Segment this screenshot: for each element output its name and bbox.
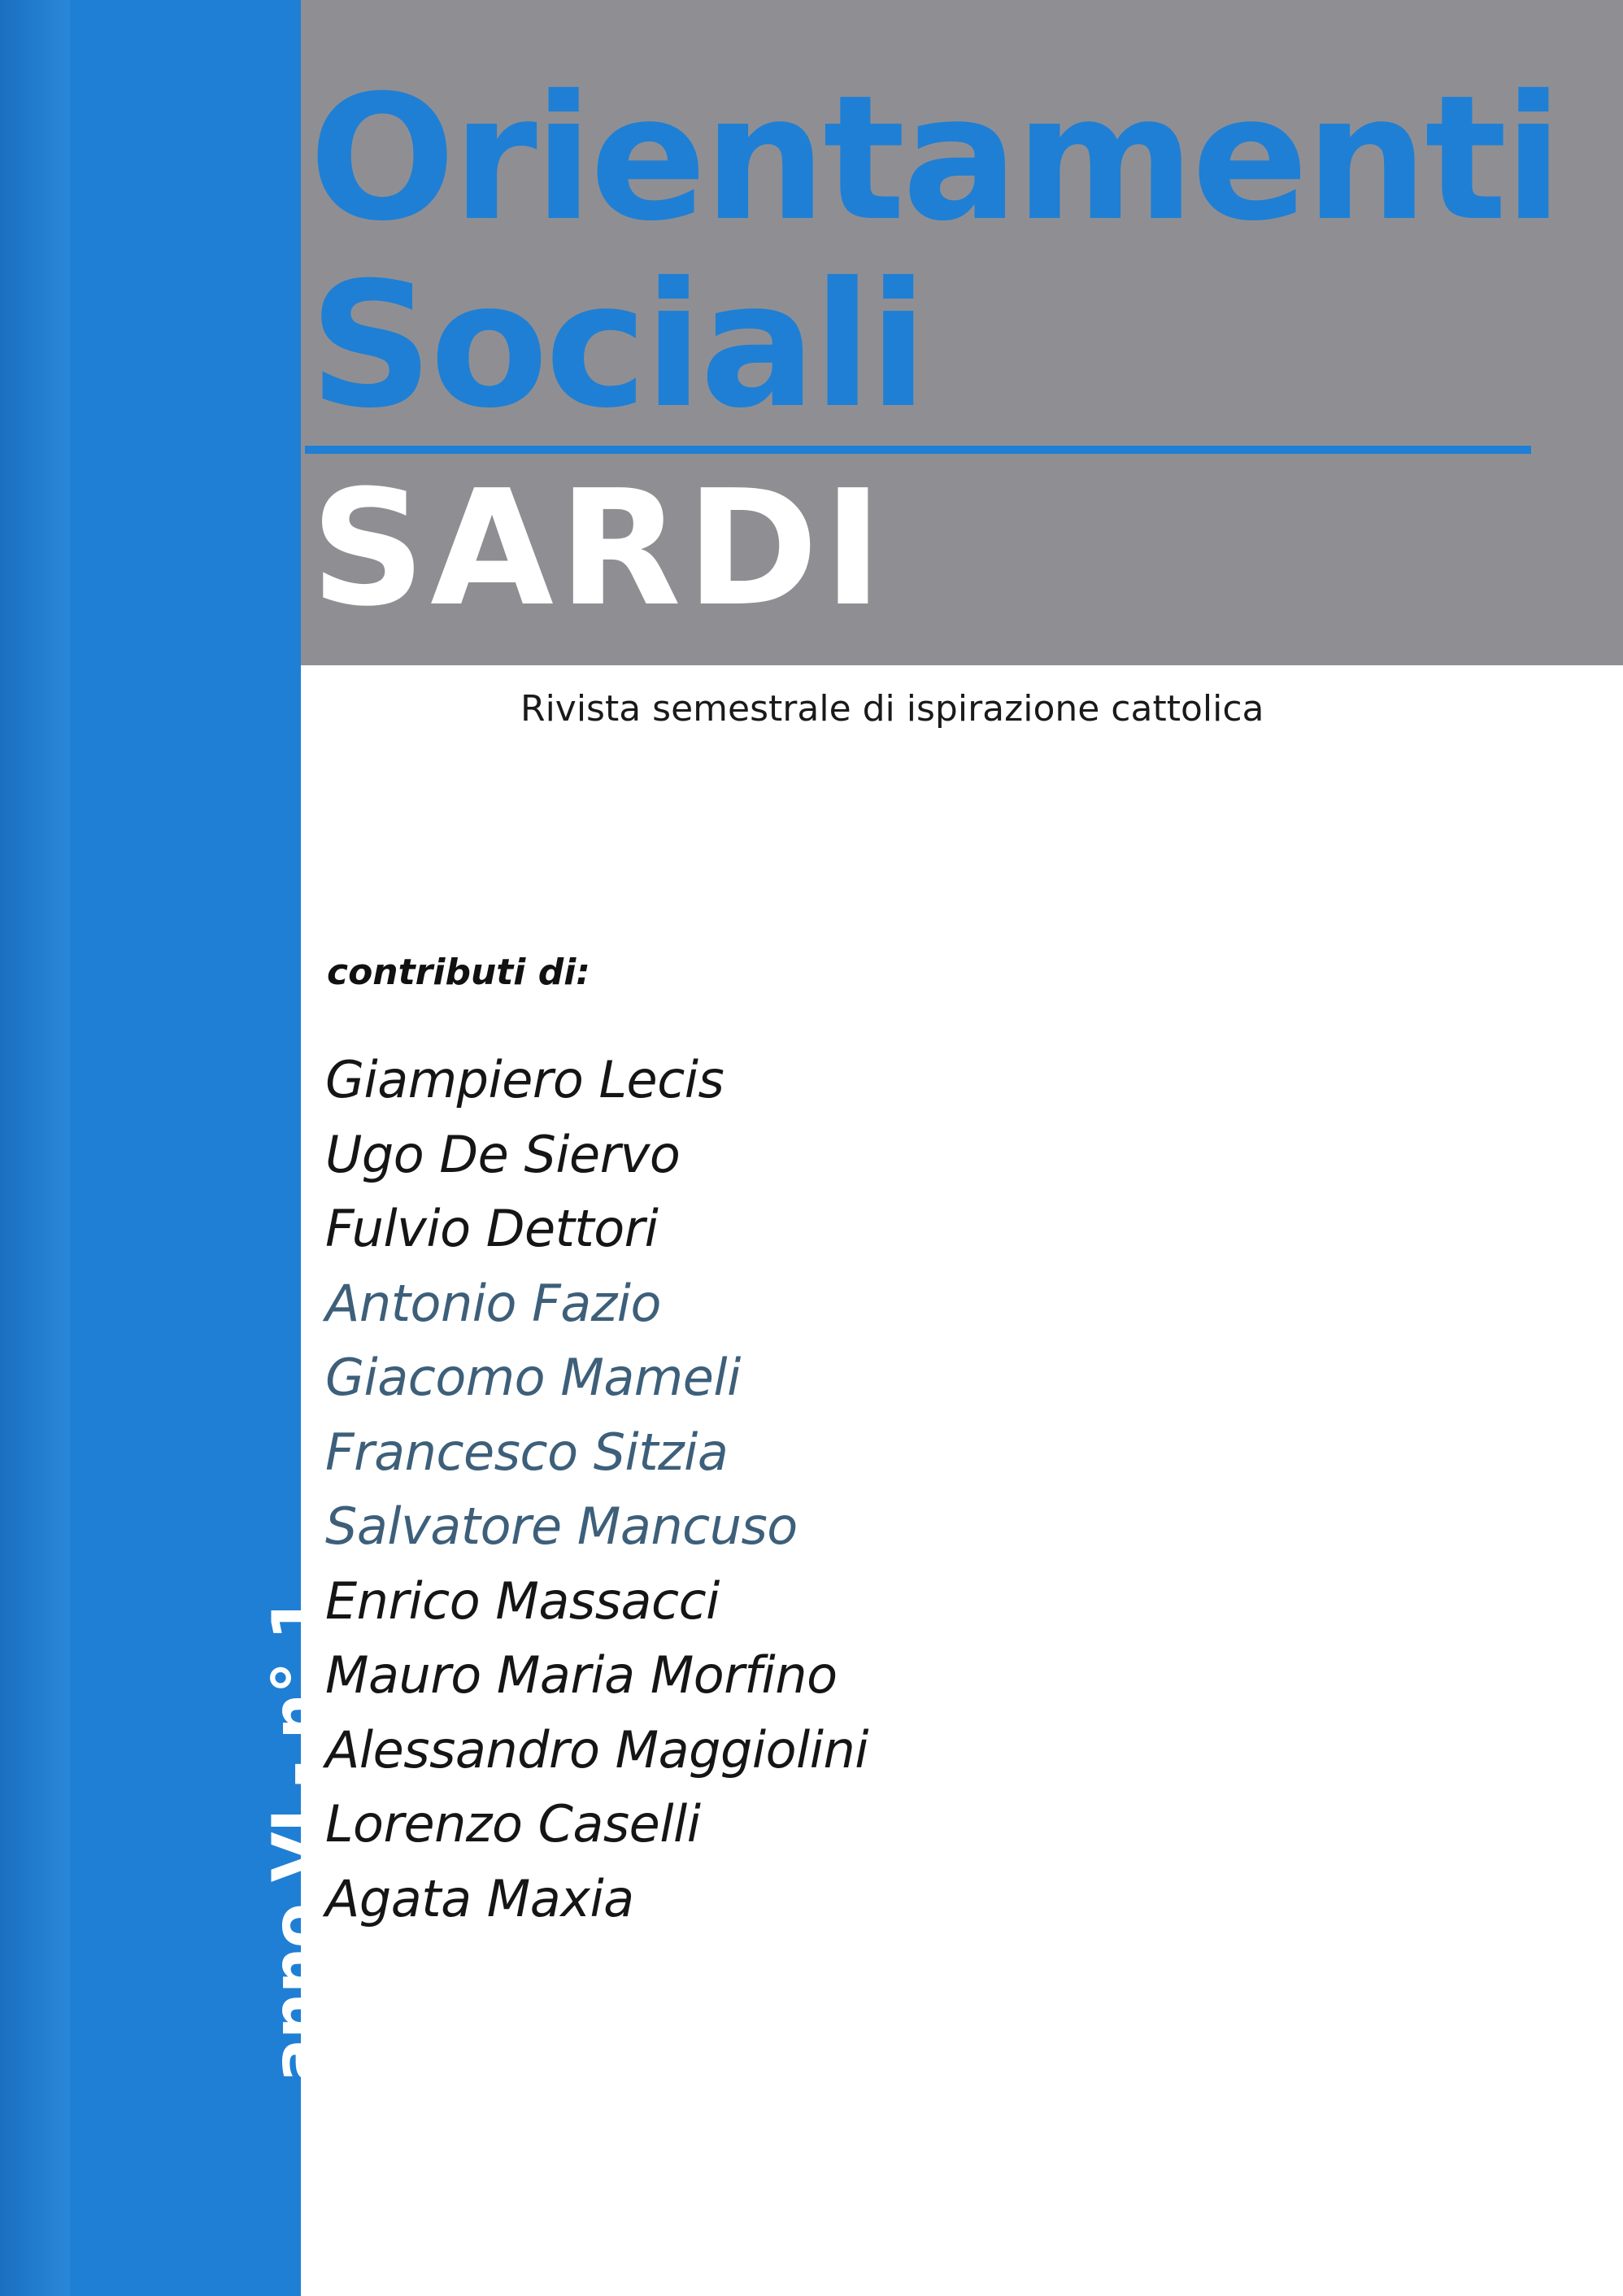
author-name: Giacomo Mameli [325, 1348, 741, 1407]
author-name: Antonio Fazio [325, 1273, 661, 1333]
author-name: Alessandro Maggiolini [325, 1719, 868, 1780]
title-sardi: SARDI [311, 456, 888, 642]
author-name: Lorenzo Caselli [325, 1794, 701, 1854]
title-sociali: Sociali [309, 245, 925, 446]
title-divider [305, 446, 1531, 454]
contributors-label: contributi di: [327, 952, 590, 993]
author-name: Francesco Sitzia [325, 1422, 729, 1482]
postal-notice: Spedizione in abbonamento postale art. 2 comma 20/c Legge 662/96 - Filiale di Cagliari [388, 1004, 412, 2082]
author-name: Fulvio Dettori [325, 1199, 659, 1258]
subtitle: Rivista semestrale di ispirazione cattolica [520, 688, 1264, 730]
author-name: Enrico Massacci [325, 1571, 720, 1631]
issue-number: anno VI - n° 1 [259, 1596, 334, 2082]
author-name: Mauro Maria Morfino [325, 1645, 838, 1705]
title-block [301, 0, 1623, 665]
contributors-list [325, 1043, 868, 1936]
issue-period: GENNAIO - GIUGNO 2001 [338, 1566, 380, 2082]
author-name: Agata Maxia [325, 1868, 634, 1928]
author-name: Salvatore Mancuso [325, 1497, 798, 1556]
spine-edge [0, 0, 70, 2296]
spine-band [0, 0, 412, 2296]
author-name: Giampiero Lecis [325, 1050, 724, 1109]
author-name: Ugo De Siervo [325, 1124, 681, 1184]
title-orientamenti: Orientamenti [309, 58, 1560, 259]
